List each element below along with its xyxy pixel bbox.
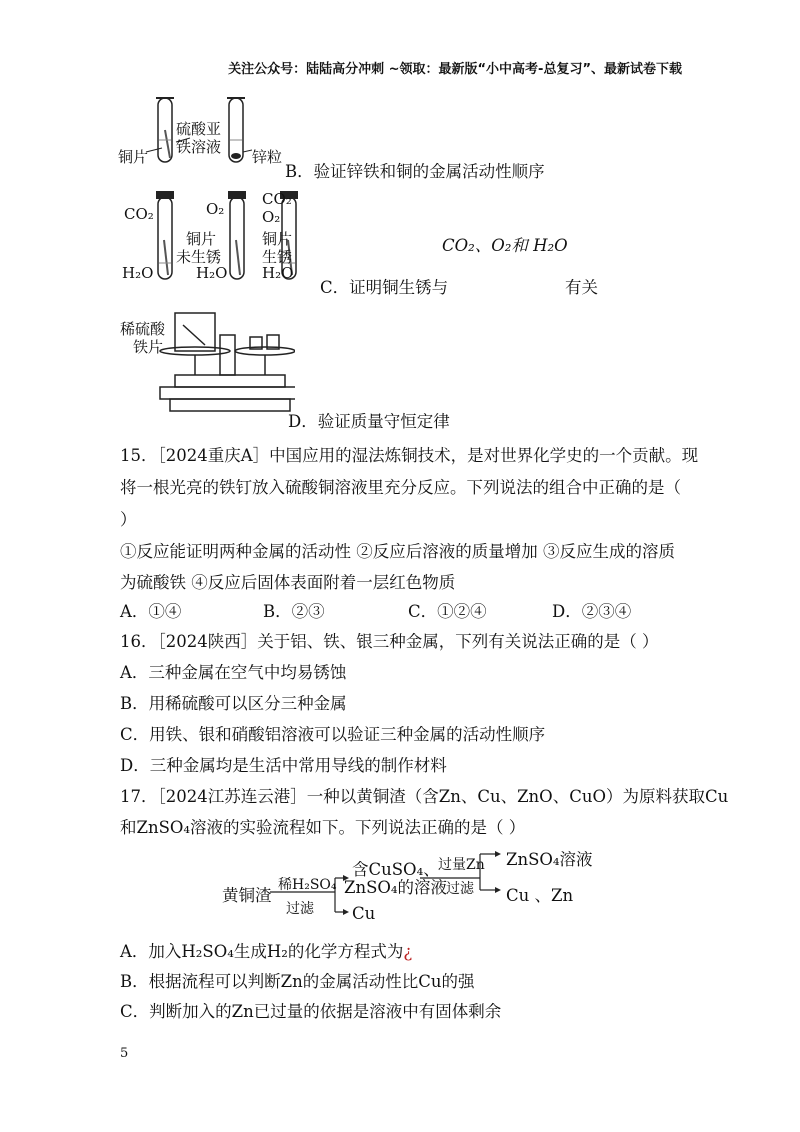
label-co2-tube1: CO₂ (124, 205, 154, 223)
label-h2o-tube3: H₂O (262, 264, 294, 282)
q17-option-a-text: A．加入H₂SO₄生成H₂的化学方程式为 (120, 942, 404, 961)
label-h2o-tube1: H₂O (122, 264, 154, 282)
q15-choice-d: D．②③④ (552, 602, 632, 621)
q17-option-a (120, 938, 412, 962)
q15-choice-c: C．①②④ (408, 602, 487, 621)
q17-line2: 和ZnSO₄溶液的实验流程如下。下列说法正确的是（ ） (120, 818, 526, 837)
flow-op1: 过滤 (286, 901, 314, 917)
q16-option-c: C．用铁、银和硝酸铝溶液可以验证三种金属的活动性顺序 (120, 725, 546, 744)
q16-option-b: B．用稀硫酸可以区分三种金属 (120, 694, 347, 713)
q16-stem: 16．［2024陕西］关于铝、铁、银三种金属，下列有关说法正确的是（ ） (120, 632, 659, 651)
option-c: C．证明铜生锈与 (320, 278, 449, 297)
label-copper-c: 铜片 (186, 230, 217, 248)
q15-choice-a: A．①④ (120, 602, 182, 621)
label-zinc: 锌粒 (252, 148, 283, 166)
label-iron: 铁片 (133, 338, 164, 356)
label-o2-tube2: O₂ (206, 200, 225, 218)
q16-option-d: D．三种金属均是生活中常用导线的制作材料 (120, 756, 447, 775)
flow-out1: ZnSO₄溶液 (506, 850, 593, 869)
flow-op2: 过滤 (446, 881, 474, 897)
label-h2o-tube2: H₂O (196, 264, 228, 282)
label-not-rust: 未生锈 (176, 248, 222, 266)
option-b: B．验证锌铁和铜的金属活动性顺序 (285, 162, 545, 181)
option-c-formula: CO₂、O₂和 H₂O (442, 236, 568, 255)
label-acid: 稀硫酸 (120, 320, 166, 338)
flow-reagent1: 稀H₂SO₄ (278, 877, 337, 893)
q15-line1: 15．［2024重庆A］中国应用的湿法炼铜技术，是对世界化学史的一个贡献。现 (120, 446, 699, 465)
label-solution-2: 铁溶液 (176, 138, 222, 156)
label-copper: 铜片 (118, 148, 149, 166)
q17-option-c: C．判断加入的Zn已过量的依据是溶液中有固体剩余 (120, 1002, 502, 1021)
flow-start: 黄铜渣 (222, 886, 272, 905)
flow-cu: Cu (352, 904, 376, 923)
label-solution-1: 硫酸亚 (176, 120, 222, 138)
q15-line4: ①反应能证明两种金属的活动性 ②反应后溶液的质量增加 ③反应生成的溶质 (120, 542, 675, 561)
q16-option-a: A．三种金属在空气中均易锈蚀 (120, 663, 347, 682)
page-header: 关注公众号：陆陆高分冲刺 ~领取：最新版“小中高考-总复习”、最新试卷下载 (228, 62, 682, 77)
option-c-end: 有关 (565, 278, 598, 297)
q15-line5: 为硫酸铁 ④反应后固体表面附着一层红色物质 (120, 573, 456, 592)
flow-out2: Cu 、Zn (506, 886, 574, 905)
q15-line3: ） (120, 510, 137, 529)
flow-mid2: ZnSO₄的溶液 (344, 878, 448, 897)
q17-option-b: B．根据流程可以判断Zn的金属活动性比Cu的强 (120, 972, 475, 991)
label-copper-c2: 铜片 (262, 230, 293, 248)
label-o2-tube3: O₂ (262, 208, 281, 226)
flow-mid1: 含CuSO₄、 (352, 860, 440, 879)
label-co2-tube3: CO₂ (262, 190, 292, 208)
q17-option-a-glyph: ¿ (403, 942, 413, 961)
page-number: 5 (120, 1046, 129, 1061)
q15-choice-b: B．②③ (263, 602, 325, 621)
flow-reagent2: 过量Zn (438, 857, 485, 873)
label-rust: 生锈 (262, 248, 293, 266)
q15-line2: 将一根光亮的铁钉放入硫酸铜溶液里充分反应。下列说法的组合中正确的是（ (120, 478, 681, 497)
q17-line1: 17．［2024江苏连云港］一种以黄铜渣（含Zn、Cu、ZnO、CuO）为原料获取Cu (120, 787, 729, 806)
option-d: D．验证质量守恒定律 (288, 412, 450, 431)
